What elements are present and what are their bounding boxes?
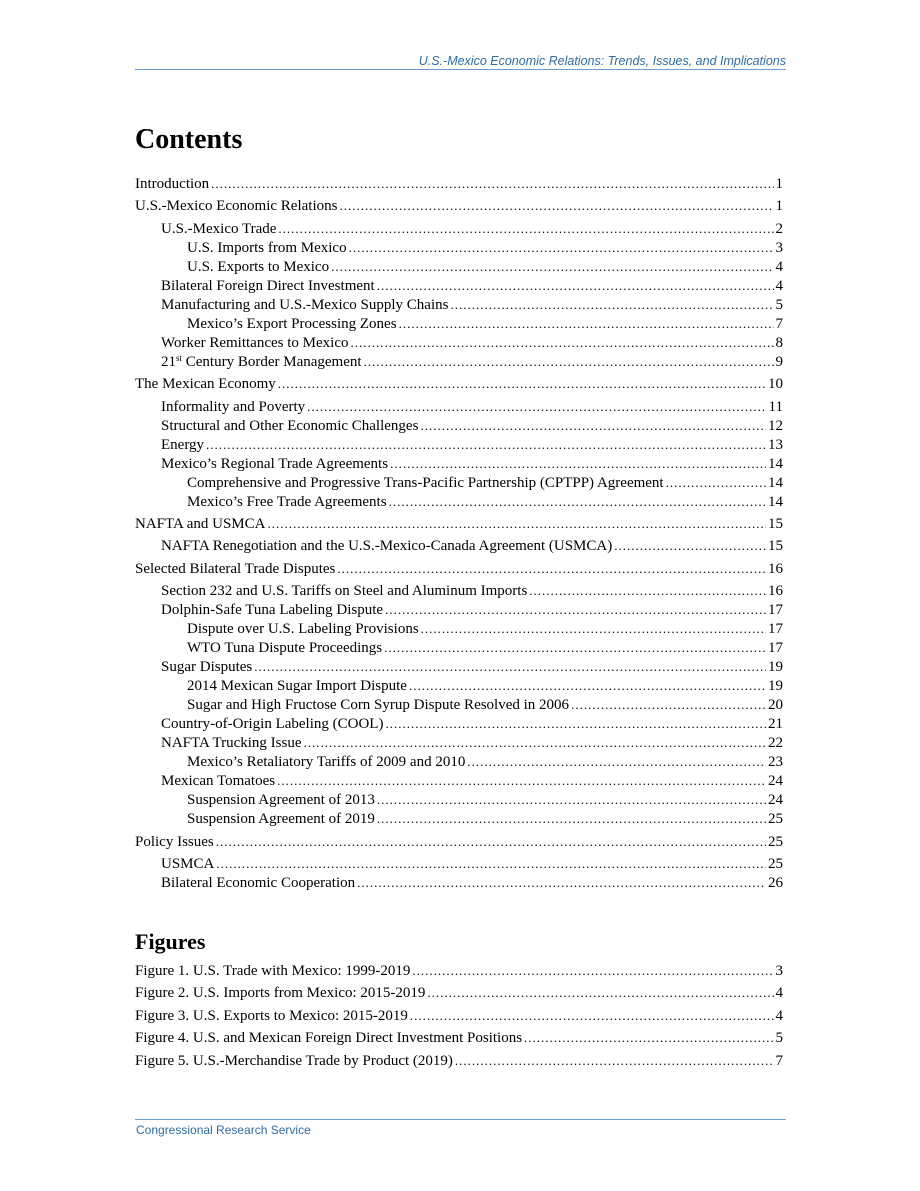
toc-entry-title: Energy — [161, 436, 205, 453]
toc-entry-page-number: 7 — [775, 1052, 783, 1069]
toc-entry-title: Figure 5. U.S.-Merchandise Trade by Product (2019) — [135, 1052, 453, 1069]
toc-entry-title: WTO Tuna Dispute Proceedings — [187, 640, 383, 657]
dot-leader — [377, 809, 766, 828]
figure-entry[interactable] — [135, 1028, 783, 1047]
toc-entry-title: Mexico’s Free Trade Agreements — [187, 493, 387, 510]
toc-entry[interactable] — [135, 276, 783, 295]
toc-entry[interactable] — [135, 559, 783, 578]
toc-entry-page-number: 8 — [775, 334, 783, 351]
toc-entry-title: USMCA — [161, 855, 215, 872]
toc-entry-title: Comprehensive and Progressive Trans-Pacific Partnership (CPTPP) Agreement — [187, 474, 664, 491]
toc-entry[interactable] — [135, 219, 783, 238]
toc-entry[interactable] — [135, 374, 783, 393]
toc-entry[interactable] — [135, 314, 783, 333]
dot-leader — [277, 771, 766, 790]
toc-entry[interactable] — [135, 638, 783, 657]
toc-entry-title: Country-of-Origin Labeling (COOL) — [161, 716, 384, 733]
toc-entry-title: Informality and Poverty — [161, 398, 306, 415]
toc-entry-title-prefix: 21 — [161, 353, 176, 370]
figures-heading: Figures — [135, 929, 206, 954]
dot-leader — [377, 790, 766, 809]
toc-entry-page-number: 9 — [775, 353, 783, 370]
dot-leader — [571, 695, 766, 714]
toc-entry-page-number: 12 — [768, 417, 783, 434]
toc-entry-page-number: 4 — [775, 277, 783, 294]
dot-leader — [450, 295, 773, 314]
toc-entry-page-number: 24 — [768, 792, 783, 809]
dot-leader — [211, 174, 773, 193]
dot-leader — [385, 714, 766, 733]
dot-leader — [409, 676, 766, 695]
toc-entry-page-number: 15 — [768, 515, 783, 532]
toc-entry-page-number: 14 — [768, 455, 783, 472]
toc-entry-title: U.S.-Mexico Economic Relations — [135, 198, 338, 215]
toc-entry-title: U.S.-Mexico Trade — [161, 220, 277, 237]
header-divider — [135, 69, 786, 70]
toc-entry-page-number: 14 — [768, 474, 783, 491]
toc-entry-page-number: 11 — [768, 398, 783, 415]
toc-entry-page-number: 3 — [775, 239, 783, 256]
toc-entry[interactable] — [135, 600, 783, 619]
toc-entry-title: Figure 4. U.S. and Mexican Foreign Direct Investment Positions — [135, 1030, 523, 1047]
dot-leader — [339, 196, 773, 215]
dot-leader — [337, 559, 766, 578]
figure-entry[interactable] — [135, 961, 783, 980]
toc-entry[interactable] — [135, 416, 783, 435]
toc-entry-title: Suspension Agreement of 2013 — [187, 792, 375, 809]
toc-entry-title: 2014 Mexican Sugar Import Dispute — [187, 678, 407, 695]
toc-entry[interactable] — [135, 435, 783, 454]
toc-entry[interactable] — [135, 657, 783, 676]
toc-entry-title: NAFTA and USMCA — [135, 515, 266, 532]
dot-leader — [614, 536, 766, 555]
dot-leader — [357, 873, 766, 892]
dot-leader — [384, 638, 766, 657]
toc-entry-page-number: 25 — [768, 833, 783, 850]
toc-entry-page-number: 21 — [768, 716, 783, 733]
toc-entry-title: Mexico’s Export Processing Zones — [187, 315, 397, 332]
toc-entry-title: The Mexican Economy — [135, 376, 276, 393]
toc-entry-page-number: 7 — [775, 315, 783, 332]
toc-entry-page-number: 10 — [768, 376, 783, 393]
toc-entry-title: NAFTA Trucking Issue — [161, 735, 302, 752]
toc-entry-title: Bilateral Economic Cooperation — [161, 874, 356, 891]
toc-entry-title: Mexico’s Regional Trade Agreements — [161, 455, 389, 472]
toc-entry-page-number: 20 — [768, 697, 783, 714]
toc-entry[interactable] — [135, 295, 783, 314]
toc-entry-title: Sugar Disputes — [161, 659, 253, 676]
dot-leader — [267, 514, 766, 533]
dot-leader — [421, 619, 766, 638]
dot-leader — [331, 257, 773, 276]
dot-leader — [420, 416, 766, 435]
toc-entry[interactable] — [135, 257, 783, 276]
toc-entry[interactable] — [135, 514, 783, 533]
figure-entry[interactable] — [135, 1051, 783, 1070]
toc-entry-title: Structural and Other Economic Challenges — [161, 417, 419, 434]
toc-entry[interactable] — [135, 714, 783, 733]
toc-entry[interactable] — [135, 676, 783, 695]
toc-entry-page-number: 16 — [768, 583, 783, 600]
toc-entry-title: Section 232 and U.S. Tariffs on Steel and Aluminum Imports — [161, 583, 528, 600]
toc-entry-title: Figure 2. U.S. Imports from Mexico: 2015-2019 — [135, 985, 426, 1002]
toc-entry-title: Selected Bilateral Trade Disputes — [135, 560, 336, 577]
dot-leader — [467, 752, 766, 771]
toc-entry-title: Mexican Tomatoes — [161, 773, 276, 790]
dot-leader — [389, 492, 766, 511]
running-header-title: U.S.-Mexico Economic Relations: Trends, Issues, and Implications — [418, 54, 786, 68]
toc-entry-page-number: 17 — [768, 640, 783, 657]
dot-leader — [524, 1028, 773, 1047]
toc-entry[interactable] — [135, 771, 783, 790]
toc-entry-title-rest: Century Border Management — [182, 353, 362, 370]
toc-entry-page-number: 4 — [775, 1007, 783, 1024]
toc-entry-page-number: 4 — [775, 985, 783, 1002]
dot-leader — [427, 983, 773, 1002]
toc-entry[interactable] — [135, 397, 783, 416]
dot-leader — [351, 333, 774, 352]
toc-entry-page-number: 26 — [768, 874, 783, 891]
dot-leader — [455, 1051, 774, 1070]
toc-entry-title: U.S. Imports from Mexico — [187, 239, 347, 256]
toc-entry-title: U.S. Exports to Mexico — [187, 258, 330, 275]
dot-leader — [364, 352, 774, 371]
toc-entry-page-number: 3 — [775, 963, 783, 979]
toc-entry[interactable] — [135, 473, 783, 492]
toc-entry-page-number: 16 — [768, 560, 783, 577]
toc-entry-page-number: 2 — [775, 220, 783, 237]
toc-entry-page-number: 24 — [768, 773, 783, 790]
toc-entry-page-number: 17 — [768, 621, 783, 638]
footer-organization: Congressional Research Service — [136, 1123, 311, 1137]
toc-entry[interactable] — [135, 619, 783, 638]
toc-entry-title: NAFTA Renegotiation and the U.S.-Mexico-Canada Agreement (USMCA) — [161, 538, 613, 555]
toc-entry[interactable] — [135, 174, 783, 193]
toc-entry[interactable] — [135, 352, 783, 371]
figure-entry[interactable] — [135, 983, 783, 1002]
dot-leader — [399, 314, 774, 333]
toc-entry-title: Dolphin-Safe Tuna Labeling Dispute — [161, 602, 384, 619]
toc-entry[interactable] — [135, 492, 783, 511]
toc-entry[interactable] — [135, 733, 783, 752]
dot-leader — [307, 397, 766, 416]
dot-leader — [278, 219, 773, 238]
dot-leader — [410, 1006, 774, 1025]
contents-heading: Contents — [135, 124, 243, 155]
dot-leader — [304, 733, 767, 752]
toc-entry-page-number: 13 — [768, 436, 783, 453]
toc-entry[interactable] — [135, 873, 783, 892]
toc-entry-page-number: 1 — [775, 198, 783, 215]
toc-entry[interactable] — [135, 695, 783, 714]
toc-entry-title-superscript: st — [176, 352, 183, 363]
toc-entry-title: Bilateral Foreign Direct Investment — [161, 277, 375, 294]
figure-entry[interactable] — [135, 1006, 783, 1025]
toc-entry-title: Sugar and High Fructose Corn Syrup Dispute Resolved in 2006 — [187, 697, 570, 714]
dot-leader — [216, 832, 766, 851]
dot-leader — [529, 581, 766, 600]
toc-entry-page-number: 25 — [768, 855, 783, 872]
dot-leader — [278, 374, 766, 393]
toc-entry-page-number: 5 — [775, 1030, 783, 1047]
toc-entry-page-number: 23 — [768, 754, 783, 771]
toc-entry[interactable] — [135, 854, 783, 873]
toc-entry[interactable] — [135, 809, 783, 828]
toc-entry[interactable] — [135, 196, 783, 215]
toc-entry[interactable] — [135, 454, 783, 473]
toc-entry-title: Mexico’s Retaliatory Tariffs of 2009 and 2010 — [187, 754, 466, 771]
toc-entry-page-number: 15 — [768, 538, 783, 555]
dot-leader — [390, 454, 766, 473]
toc-entry-page-number: 19 — [768, 678, 783, 695]
dot-leader — [377, 276, 774, 295]
footer-divider — [135, 1119, 786, 1120]
dot-leader — [666, 473, 766, 492]
toc-entry[interactable] — [135, 536, 783, 555]
toc-entry[interactable] — [135, 238, 783, 257]
toc-entry-title: Figure 3. U.S. Exports to Mexico: 2015-2019 — [135, 1007, 408, 1024]
toc-entry-title: Worker Remittances to Mexico — [161, 334, 349, 351]
dot-leader — [206, 435, 766, 454]
table-of-contents — [135, 174, 783, 892]
toc-entry-title: Introduction — [135, 176, 210, 192]
toc-entry-title: Figure 1. U.S. Trade with Mexico: 1999-2019 — [135, 963, 411, 979]
dot-leader — [254, 657, 766, 676]
dot-leader — [216, 854, 766, 873]
toc-entry[interactable] — [135, 333, 783, 352]
toc-entry-title: Suspension Agreement of 2019 — [187, 811, 375, 828]
dot-leader — [349, 238, 774, 257]
toc-entry-page-number: 14 — [768, 493, 783, 510]
toc-entry-page-number: 1 — [775, 176, 783, 192]
toc-entry-title: Manufacturing and U.S.-Mexico Supply Chains — [161, 296, 449, 313]
toc-entry-page-number: 4 — [775, 258, 783, 275]
toc-entry-title: Dispute over U.S. Labeling Provisions — [187, 621, 419, 638]
list-of-figures — [135, 961, 783, 1070]
toc-entry-page-number: 22 — [768, 735, 783, 752]
toc-entry-title: Policy Issues — [135, 833, 214, 850]
toc-entry-title — [161, 353, 362, 372]
toc-entry-page-number: 17 — [768, 602, 783, 619]
toc-entry[interactable] — [135, 832, 783, 851]
toc-entry-page-number: 5 — [775, 296, 783, 313]
toc-entry[interactable] — [135, 752, 783, 771]
toc-entry-page-number: 25 — [768, 811, 783, 828]
toc-entry[interactable] — [135, 581, 783, 600]
toc-entry-page-number: 19 — [768, 659, 783, 676]
dot-leader — [412, 961, 773, 980]
dot-leader — [385, 600, 766, 619]
toc-entry[interactable] — [135, 790, 783, 809]
